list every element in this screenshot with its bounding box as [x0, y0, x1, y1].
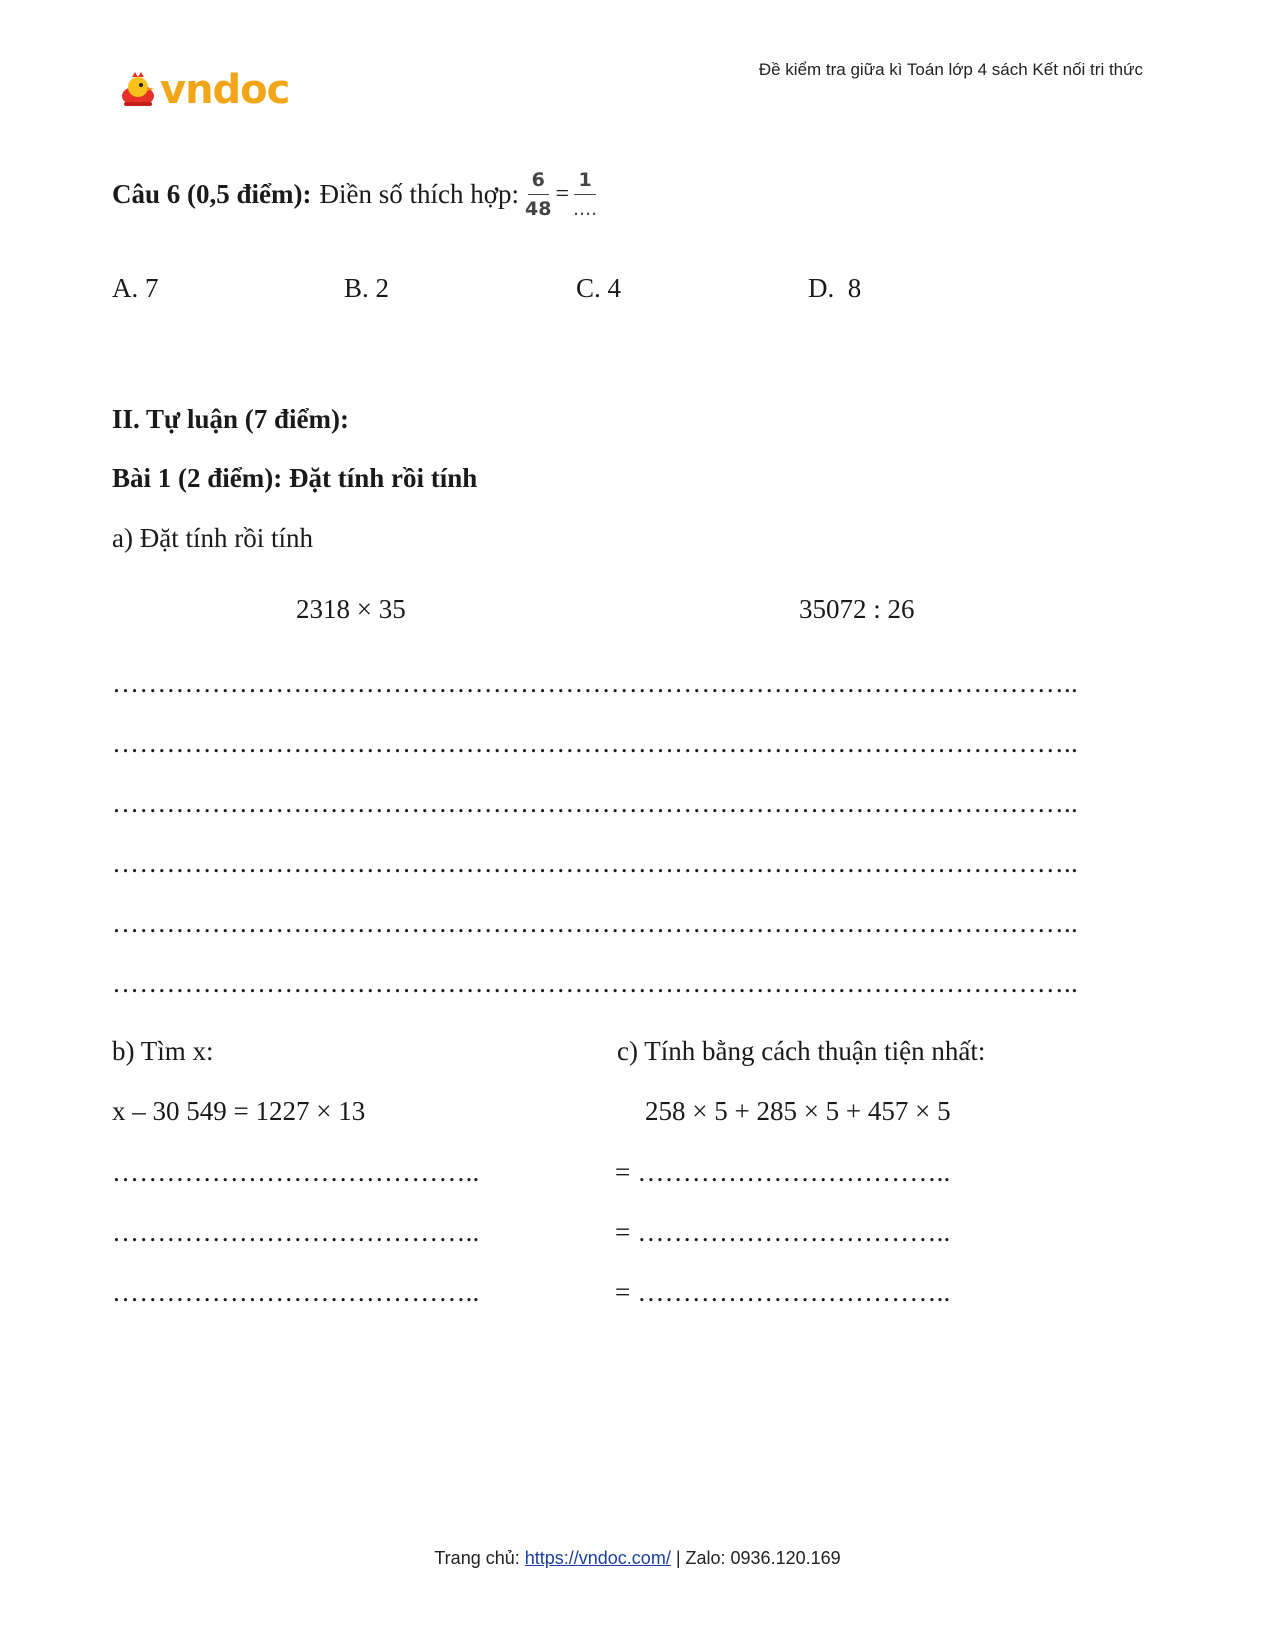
- fraction-right-denominator: ....: [573, 198, 598, 220]
- footer-contact: | Zalo: 0936.120.169: [670, 1548, 841, 1568]
- fraction-right: [573, 170, 597, 219]
- answer-line: ……………………………………………………………………………………………..: [112, 848, 1078, 878]
- answer-line: ……………………………………………………………………………………………..: [112, 728, 1078, 758]
- answer-line: ……………………………………………………………………………………………..: [112, 668, 1078, 698]
- option-b: B. 2: [344, 273, 390, 303]
- logo-text: vndoc: [160, 67, 290, 113]
- fraction-left-numerator: 6: [528, 170, 549, 195]
- exercise-1-title: Bài 1 (2 điểm): Đặt tính rồi tính: [112, 463, 478, 493]
- part-b-title: b) Tìm x:: [112, 1036, 214, 1066]
- part-c-title: c) Tính bằng cách thuận tiện nhất:: [617, 1036, 986, 1066]
- question-6: [112, 170, 597, 219]
- fraction-left: [525, 170, 551, 219]
- part-c-expression: 258 × 5 + 285 × 5 + 457 × 5: [645, 1096, 951, 1126]
- document-header-title: Đề kiểm tra giữa kì Toán lớp 4 sách Kết nối tri thức: [758, 60, 1143, 79]
- part-c-answer-line: = ……………………………..: [615, 1217, 951, 1247]
- option-c: C. 4: [576, 273, 622, 303]
- rooster-mascot-icon: [118, 70, 158, 110]
- part-b-answer-line: …………………………………..: [112, 1217, 480, 1247]
- part-c-answer-line: = ……………………………..: [615, 1157, 951, 1187]
- vndoc-logo: [118, 67, 290, 113]
- homepage-link[interactable]: https://vndoc.com/: [524, 1548, 671, 1568]
- question-6-text: Điền số thích hợp:: [319, 179, 519, 209]
- footer-prefix: Trang chủ:: [434, 1548, 525, 1568]
- fraction-left-denominator: 48: [525, 198, 552, 220]
- question-6-label: Câu 6 (0,5 điểm):: [112, 179, 312, 209]
- fraction-right-numerator: 1: [574, 170, 595, 195]
- part-b-answer-line: …………………………………..: [112, 1277, 480, 1307]
- answer-line: ……………………………………………………………………………………………..: [112, 968, 1078, 998]
- part-a-title: a) Đặt tính rồi tính: [112, 523, 313, 553]
- section-title: II. Tự luận (7 điểm):: [112, 404, 349, 434]
- part-c-answer-line: = ……………………………..: [615, 1277, 951, 1307]
- answer-line: ……………………………………………………………………………………………..: [112, 908, 1078, 938]
- option-d: D. 8: [808, 273, 862, 303]
- part-b-answer-line: …………………………………..: [112, 1157, 480, 1187]
- expression-multiply: 2318 × 35: [296, 594, 406, 624]
- option-a: A. 7: [112, 273, 159, 303]
- page-footer: [0, 1548, 1275, 1569]
- part-b-expression: x – 30 549 = 1227 × 13: [112, 1096, 366, 1126]
- answer-line: ……………………………………………………………………………………………..: [112, 788, 1078, 818]
- expression-divide: 35072 : 26: [799, 594, 915, 624]
- equals-sign: =: [555, 181, 569, 207]
